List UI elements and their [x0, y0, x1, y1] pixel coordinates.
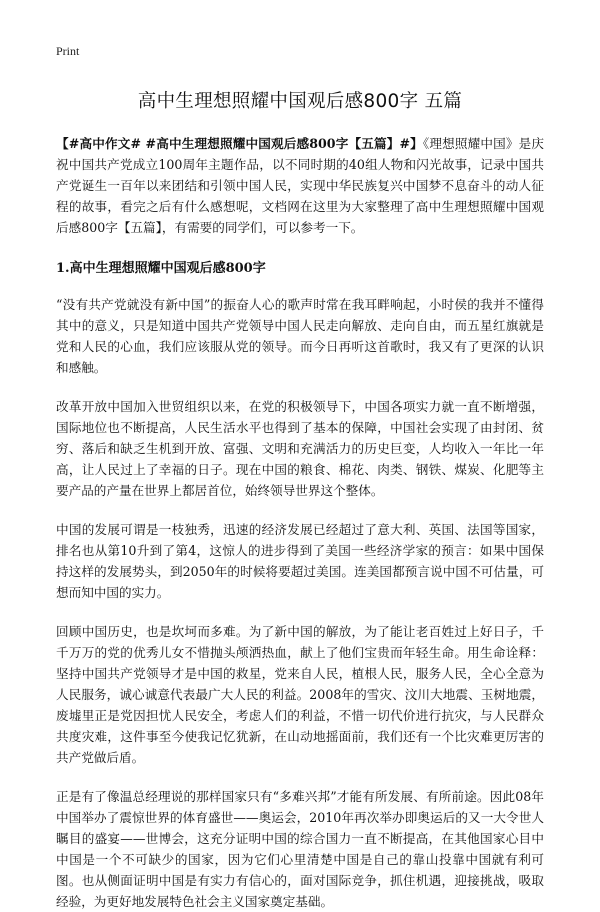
- intro-text: 《理想照耀中国》是庆祝中国共产党成立100周年主题作品，以不同时期的40组人物和闪光故事，记录中国共产党诞生一百年以来团结和引领中国人民，实现中华民族复兴中国梦不息奋斗的动人征程的故事，看完之后有什么感想呢，文档网在这里为大家整理了高中生理想照耀中国观后感800字【五篇】，有需要的同学们，可以参考一下。: [56, 136, 544, 235]
- print-link[interactable]: Print: [56, 44, 80, 58]
- body-paragraph-2: 改革开放中国加入世贸组织以来，在党的积极领导下，中国各项实力就一直不断增强，国际地位也不断提高，人民生活水平也得到了基本的保障，中国社会实现了由封闭、贫穷、落后和缺乏生机到开放、富强、文明和充满活力的历史巨变，人均收入一年比一年高，让人民过上了幸福的日子。现在中国的粮食、棉花、肉类、钢铁、煤炭、化肥等主要产品的产量在世界上都居首位，始终领导世界这个整体。: [56, 399, 544, 498]
- body-paragraph-3: 中国的发展可谓是一枝独秀，迅速的经济发展已经超过了意大利、英国、法国等国家，排名也从第10升到了第4，这惊人的进步得到了美国一些经济学家的预言：如果中国保持这样的发展势头，到2050年的时候将要超过美国。连美国都预言说中国不可估量，可想而知中国的实力。: [56, 522, 544, 600]
- section-heading: 1.高中生理想照耀中国观后感800字: [56, 261, 266, 276]
- body-paragraph-5: 正是有了像温总经理说的那样国家只有“多难兴邦”才能有所发展、有所前途。因此08年中国举办了震惊世界的体育盛世——奥运会，2010年再次举办即奥运后的又一大令世人瞩目的盛宴——世博会，这充分证明中国的综合国力一直不断提高，在其他国家心目中中国是一个不可缺少的国家，因为它们心里清楚中国是自己的靠山投靠中国就有利可图。也从侧面证明中国是有实力有信心的，面对国际竞争，抓住机遇，迎接挑战，吸取经验，为更好地发展特色社会主义国家奠定基础。: [56, 789, 544, 909]
- body-paragraph-1: “没有共产党就没有新中国”的振奋人心的歌声时常在我耳畔响起，小时侯的我并不懂得其中的意义，只是知道中国共产党领导中国人民走向解放、走向自由，而五星红旗就是党和人民的心血，我们应该服从党的领导。而今日再听这首歌时，我又有了更深的认识和感触。: [56, 297, 544, 375]
- intro-lead: 【#高中作文# #高中生理想照耀中国观后感800字【五篇】#】: [56, 136, 423, 151]
- document-title: 高中生理想照耀中国观后感800字 五篇: [137, 91, 463, 112]
- intro-paragraph: [56, 133, 544, 238]
- body-paragraph-4: 回顾中国历史，也是坎坷而多难。为了新中国的解放，为了能让老百姓过上好日子，千千万万的党的优秀儿女不惜抛头颅洒热血，献上了他们宝贵而年轻生命。用生命诠释：坚持中国共产党领导才是中国的救星，党来自人民，植根人民，服务人民，全心全意为人民服务，诚心诚意代表最广大人民的利益。2008年的雪灾、汶川大地震、玉树地震，废墟里正是党因担忧人民安全，考虑人们的利益，不惜一切代价进行抗灾，与人民群众共度灾难，这件事至今使我记忆犹新，在山动地摇面前，我们还有一个比灾难更厉害的共产党做后盾。: [56, 624, 544, 765]
